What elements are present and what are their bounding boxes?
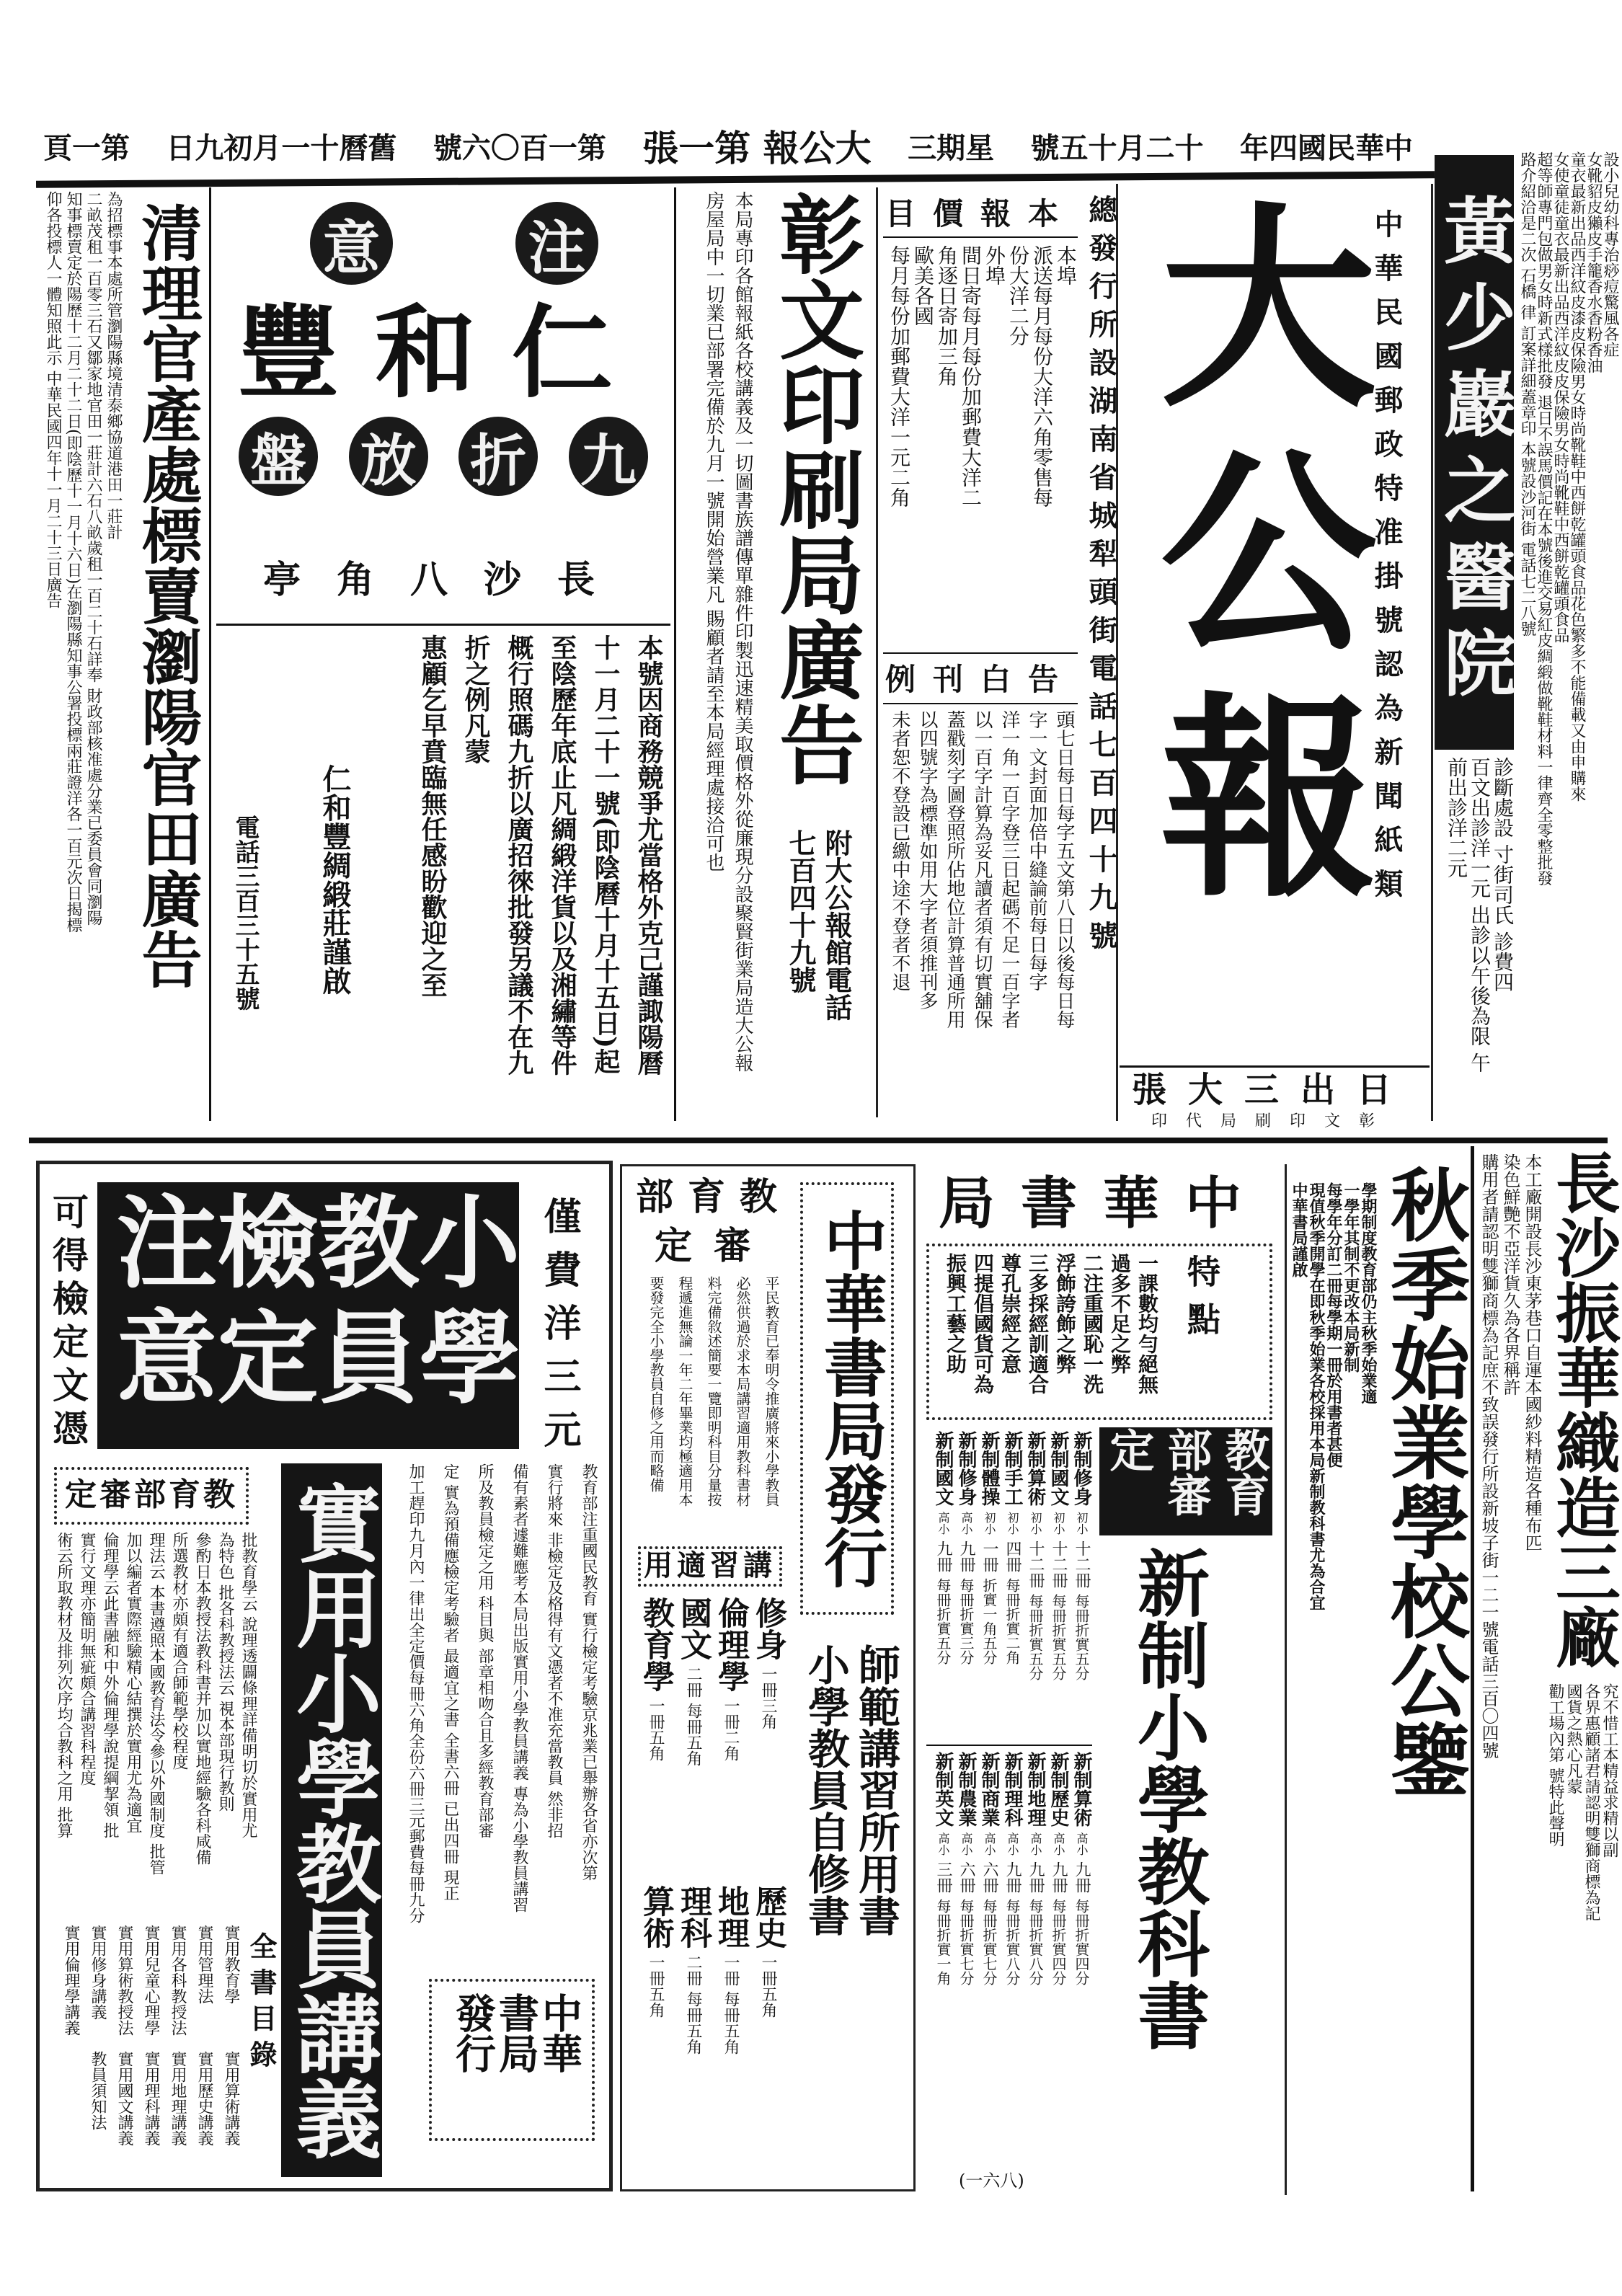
book-name: 新制商業 bbox=[978, 1752, 1000, 1827]
book-price: 每冊折實七分 bbox=[980, 1899, 998, 1985]
book-price: 每冊折實五分 bbox=[1073, 1594, 1090, 1680]
book-spec: 二冊 每冊五角 bbox=[684, 1666, 702, 1766]
text-column: 路介紹洽是二次 石橋 律 訂案詳細蓋章印 本號設沙河街 電話七二八號 bbox=[1518, 151, 1536, 637]
book-entry bbox=[1046, 1752, 1069, 2062]
text-column: 平民教育已奉明令推廣將來小學教員 bbox=[763, 1276, 780, 1507]
sale-char: 折 bbox=[458, 417, 538, 496]
text-column: 國貨之熱心凡蒙 bbox=[1564, 1683, 1582, 1794]
text-column: 料完備敘述簡要一覽即明科目分量按 bbox=[705, 1276, 722, 1507]
book-name: 新制國文 bbox=[1047, 1431, 1069, 1506]
weaving-text-lower bbox=[1546, 1683, 1618, 2181]
text-column: 一課數均勻絕無 bbox=[1135, 1253, 1159, 1394]
list-item: 實用兒童心理學 bbox=[142, 1925, 160, 2036]
book-entry bbox=[215, 2051, 241, 2177]
features-list bbox=[937, 1253, 1161, 1411]
book-name: 新制國文 bbox=[932, 1431, 954, 1506]
text-column: 每月每份加郵費大洋一元二角 bbox=[887, 245, 911, 507]
text-column: 本工廠開設長沙東茅巷口自運本國紗料精造各種布匹 bbox=[1522, 1153, 1542, 1551]
text-column: 頭七日每日每字五文第八日以後每日每 bbox=[1053, 710, 1075, 1029]
text-column: 中華 bbox=[536, 1993, 583, 2073]
book-entry bbox=[1069, 1752, 1092, 2062]
price-rule-2 bbox=[883, 652, 1078, 654]
text-column: 批教育學云 說理透闢條理詳備明切於實用尤 bbox=[239, 1532, 257, 1838]
text-column: 必然供過於求本局講習適用教科書材 bbox=[734, 1276, 751, 1507]
text-column: 四提倡國貨可為 bbox=[971, 1253, 995, 1394]
list-item: 實用歷史講義 bbox=[195, 2051, 213, 2146]
text-column: 份大洋二分 bbox=[1006, 245, 1030, 346]
text-column: 實行將來 非檢定及格得有文憑者不准充當教員 然非招 bbox=[545, 1463, 563, 1838]
text-column: 小學 bbox=[402, 1189, 520, 1420]
book-entry bbox=[711, 1885, 748, 2173]
text-column: 每學年分訂二冊每學期一冊於用書者甚便 bbox=[1324, 1182, 1343, 1468]
list-item: 實用國文講義 bbox=[115, 2051, 133, 2146]
sale-char: 盤 bbox=[239, 417, 318, 496]
book-entry bbox=[108, 1925, 135, 2051]
weekday: 星期三 bbox=[908, 130, 995, 165]
printer-credit: 彰文印刷局代印 bbox=[1151, 1112, 1393, 1130]
book-entry bbox=[161, 2051, 188, 2177]
list-item: 實用算術講義 bbox=[222, 2051, 240, 2146]
book-entry bbox=[977, 1431, 1000, 1734]
text-column: 百文出診洋一元 出診以午後為限 午 bbox=[1468, 757, 1492, 1073]
book-entry bbox=[188, 2051, 215, 2177]
text-column: 外埠 bbox=[983, 245, 1006, 285]
list-item: 實用倫理學講義 bbox=[62, 1925, 80, 2036]
book-entry bbox=[931, 1752, 954, 2062]
page-number: 第一頁 bbox=[43, 130, 130, 165]
text-column: 三多採經訓適合 bbox=[1026, 1253, 1050, 1394]
text-column: 女靴貂皮獺皮手籠香水香粉香油 bbox=[1585, 151, 1603, 373]
exam-headline bbox=[97, 1182, 519, 1449]
sale-char: 九 bbox=[569, 417, 648, 496]
exam-diploma: 可得檢定文憑 bbox=[47, 1193, 89, 1453]
book-level: 高小 bbox=[936, 1512, 950, 1535]
text-column: 一學年其制不更改本局新制 bbox=[1342, 1182, 1360, 1373]
text-column: 學期制度教育部仍主秋季始業適 bbox=[1359, 1182, 1378, 1404]
book-vols: 九冊 bbox=[1003, 1861, 1021, 1893]
book-name: 算術 bbox=[637, 1885, 674, 1949]
book-name: 新制英文 bbox=[932, 1752, 954, 1827]
book-entry bbox=[977, 1752, 1000, 2062]
lunar-date: 舊曆十一月初九日 bbox=[166, 130, 397, 165]
book-spec: 一冊五角 bbox=[647, 1954, 665, 2018]
book-entry bbox=[636, 1885, 673, 2173]
book-entry bbox=[81, 2051, 108, 2177]
book-name: 倫理學 bbox=[712, 1597, 749, 1692]
list-divider bbox=[926, 1745, 1092, 1746]
text-column: 知事標賣定於陽歷十二月二十二日(即陰歷十一月十六日)在瀏陽縣知事公署投標兩莊證洋各一百元次日揭標 bbox=[64, 191, 82, 934]
book-level: 高小 bbox=[1029, 1832, 1042, 1856]
text-column: 惠顧乞早賁臨無任感盼歡迎之至 bbox=[417, 634, 448, 998]
book-price: 每冊折實四分 bbox=[1073, 1899, 1090, 1985]
text-column: 字一文封面加倍中縫論前每日每字 bbox=[1026, 710, 1047, 991]
masthead-title: 大公報 bbox=[1124, 195, 1378, 930]
text-column: 購用者請認明雙獅商標為記庶不致誤發行所設新坡子街一二一號電話三百〇四號 bbox=[1479, 1153, 1499, 1759]
book-entry bbox=[188, 1925, 215, 2051]
zhangwen-body bbox=[692, 191, 757, 1121]
book-level: 高小 bbox=[1006, 1832, 1019, 1856]
book-name: 新制修身 bbox=[1071, 1431, 1092, 1506]
zhangwen-phone bbox=[782, 829, 854, 1117]
book-level: 高小 bbox=[936, 1832, 950, 1856]
book-price: 每冊折實五分 bbox=[1027, 1594, 1044, 1680]
text-column: 本局專印各館報紙各校講義及一切圖書族譜傳單雜件印製迅速精美取價格外從廉現分設聚賢街業局造大公報 bbox=[732, 191, 753, 1072]
registration-notice: 中華民國郵政特准掛號認為新聞紙類 bbox=[1370, 209, 1404, 913]
text-column: 折之例凡蒙 bbox=[461, 634, 491, 764]
text-column: 超等師專門包做男女時新式樣批發 退日不誤馬價記在本號後進交易紅皮綢緞做靴鞋材料一律齊全零整批發 bbox=[1535, 151, 1553, 886]
book-entry bbox=[81, 1925, 108, 2051]
book-vols: 十二冊 bbox=[1027, 1541, 1045, 1588]
text-column: 角逐日寄加三角 bbox=[935, 245, 959, 386]
book-name: 教育學 bbox=[637, 1597, 674, 1692]
list-item: 實用地理講義 bbox=[169, 2051, 187, 2146]
exam-reviews bbox=[50, 1532, 260, 1914]
book-entry bbox=[1000, 1752, 1023, 2062]
text-column: 十一月二十一號(即陰曆十月十五日)起 bbox=[590, 634, 621, 1075]
zhonghua-book-title: 新制小學教科書 bbox=[1125, 1546, 1210, 2051]
normal-books bbox=[634, 1597, 786, 2173]
book-name: 新制理科 bbox=[1001, 1752, 1023, 1827]
book-name: 新制算術 bbox=[1024, 1431, 1046, 1506]
renhefeng-rule bbox=[216, 624, 670, 626]
text-column: 至陰歷年底止凡綢緞洋貨以及湘繡等件 bbox=[547, 634, 577, 1076]
book-entry bbox=[108, 2051, 135, 2177]
exam-publisher-box bbox=[429, 1979, 595, 2141]
book-name: 歷史 bbox=[750, 1885, 786, 1949]
masthead-divider bbox=[1120, 1065, 1430, 1068]
list-item: 實用理科講義 bbox=[142, 2051, 160, 2146]
book-spec: 一冊 每冊五角 bbox=[722, 1954, 740, 2055]
book-name: 新制體操 bbox=[978, 1431, 1000, 1506]
text-column: 本號因商務競爭尤當格外克己謹諏陽曆 bbox=[634, 634, 664, 1076]
book-level: 高小 bbox=[1075, 1832, 1089, 1856]
text-column: 洋一角一百字登三日起碼不足一百字者 bbox=[998, 710, 1020, 1029]
notice-char: 意 bbox=[310, 202, 393, 285]
renhefeng-body bbox=[404, 634, 670, 1117]
price-columns bbox=[883, 245, 1078, 634]
book-vols: 九冊 bbox=[957, 1541, 975, 1572]
text-column: 為特色 批各科教授法云 視本部現行教則 bbox=[216, 1532, 234, 1812]
text-column: 各界惠顧諸君請認明雙獅商標為記 bbox=[1582, 1683, 1600, 1921]
text-column: 所及教員檢定之用 科目與 部章相吻合且多經教育部審 bbox=[476, 1463, 494, 1838]
book-entry bbox=[636, 1597, 673, 1885]
text-column: 童衣最新出品西洋紋皮漆皮保險男女時尚靴鞋中西餅乾罐頭食品花色繁多不能備載又由申購來 bbox=[1568, 151, 1586, 802]
book-level: 初小 bbox=[983, 1512, 996, 1535]
normal-approved bbox=[634, 1175, 793, 1220]
book-vols: 十二冊 bbox=[1073, 1541, 1091, 1588]
textbook-list-2 bbox=[926, 1752, 1092, 2062]
book-entry bbox=[748, 1885, 786, 2173]
text-column: 中華書局謹啟 bbox=[1290, 1182, 1308, 1277]
head-office-address: 總發行所設湖南省城犁頭街電話七百四十九號 bbox=[1084, 195, 1118, 959]
col-divider-1 bbox=[674, 187, 676, 1121]
text-column: 備有素者遽難應考本局出版實用小學教員講義 專為小學教員講習 bbox=[510, 1463, 528, 1912]
book-entry bbox=[954, 1752, 977, 2062]
text-column: 教員 bbox=[301, 1189, 420, 1420]
book-level: 初小 bbox=[1029, 1512, 1042, 1535]
book-price: 每冊折實八分 bbox=[1003, 1899, 1021, 1985]
renhefeng-signature: 仁和豐綢緞莊謹啟 bbox=[318, 764, 352, 995]
ad-rates-title: 告白刊例 bbox=[885, 662, 1076, 697]
text-column: 二畝茂租一百零三石又鄒家地官田一莊計六石八畝歲租一百二十石詳奉 財政部核准處分業已委員會同瀏陽 bbox=[84, 191, 102, 926]
text-column: 程遞進無論一年二年畢業均極適用本 bbox=[676, 1276, 693, 1507]
book-vols: 三冊 bbox=[934, 1861, 952, 1893]
text-column: 附大公報館電話 bbox=[820, 829, 853, 1021]
book-level: 高小 bbox=[960, 1832, 973, 1856]
weaving-text bbox=[1478, 1153, 1543, 2184]
notice-char: 注 bbox=[515, 202, 598, 285]
book-entry bbox=[55, 1925, 81, 2051]
sheet-label: 大公報 第一張 bbox=[642, 127, 872, 169]
book-level: 初小 bbox=[1052, 1512, 1065, 1535]
text-column: 加工趕印九月內一律出全定價每冊六角全份六冊三元郵費每冊九分 bbox=[407, 1463, 425, 1923]
official-body bbox=[40, 191, 123, 1121]
book-entry bbox=[1023, 1431, 1046, 1734]
book-name: 修身 bbox=[750, 1597, 786, 1660]
renhefeng-sale bbox=[223, 417, 663, 496]
book-entry bbox=[1023, 1752, 1046, 2062]
text-column: 究不惜工本精益求精以副 bbox=[1600, 1683, 1618, 1858]
normal-uses bbox=[800, 1644, 901, 2076]
text-column: 概行照碼九折以廣招徠批發另議不在九 bbox=[504, 634, 534, 1076]
book-entry bbox=[673, 1885, 711, 2173]
text-column: 勸工場內第 號特此聲明 bbox=[1546, 1683, 1564, 1847]
book-price: 每冊折實八分 bbox=[1027, 1899, 1044, 1985]
book-spec: 一冊五角 bbox=[759, 1954, 777, 2018]
doctor-banner: 黃少巖之醫院 bbox=[1435, 155, 1514, 750]
book-level: 初小 bbox=[1075, 1512, 1089, 1535]
book-name: 新制地理 bbox=[1024, 1752, 1046, 1827]
text-column: 本埠 bbox=[1054, 245, 1078, 285]
book-entry bbox=[1069, 1431, 1092, 1734]
exam-approved-box: 教育部審定 bbox=[54, 1467, 249, 1525]
text-column: 所選教材亦頗有適合師範學校程度 bbox=[170, 1532, 188, 1770]
text-column: 女使童徒童衣最新出品西洋紋皮皮保險男女時尚靴鞋中西餅乾罐頭食品 bbox=[1551, 151, 1569, 643]
text-column: 倫理學云此書融和中外倫理學說提綱挈領 批 bbox=[101, 1532, 119, 1838]
zhangwen-title: 彰文印刷局廣告 bbox=[765, 191, 865, 786]
text-column: 教育部注重國民教育 實行檢定考驗京兆業已舉辦各省亦次第 bbox=[580, 1463, 598, 1881]
book-level: 高小 bbox=[983, 1832, 996, 1856]
book-price: 每冊折實七分 bbox=[957, 1899, 975, 1985]
approved-line: 教育 bbox=[688, 1175, 792, 1219]
book-name: 地理 bbox=[712, 1885, 749, 1949]
weaving-title: 長沙振華織造三廠 bbox=[1544, 1150, 1621, 1669]
text-column: 派送每月每份大洋六角零售每 bbox=[1030, 245, 1054, 507]
republic-year: 中華民國四年 bbox=[1239, 130, 1413, 165]
text-column: 振興工藝之助 bbox=[944, 1253, 967, 1374]
list-item: 實用算術教授法 bbox=[115, 1925, 133, 2036]
book-entry bbox=[748, 1597, 786, 1885]
text-column: 歐美各國 bbox=[911, 245, 935, 326]
list-item: 實用修身講義 bbox=[89, 1925, 107, 2020]
book-name: 新制算術 bbox=[1071, 1752, 1092, 1827]
book-name: 新制修身 bbox=[955, 1431, 977, 1506]
book-entry bbox=[711, 1597, 748, 1885]
book-entry bbox=[673, 1597, 711, 1885]
book-entry bbox=[135, 1925, 161, 2051]
text-column: 加以編者實際經驗精心結撰於實用尤為適宜 bbox=[124, 1532, 142, 1833]
exam-description bbox=[393, 1463, 606, 1968]
text-column: 實行文理亦簡明無疵頗合講習科程度 bbox=[78, 1532, 96, 1786]
contents-title: 全書目錄 bbox=[245, 1932, 278, 2076]
renhefeng-phone: 電話三百三十五號 bbox=[231, 815, 260, 1011]
normal-approved-2: 審定 bbox=[654, 1224, 773, 1268]
book-price: 每冊折實四分 bbox=[1050, 1899, 1067, 1985]
book-vols: 十二冊 bbox=[1050, 1541, 1068, 1588]
book-entry bbox=[1046, 1431, 1069, 1734]
book-price: 折實一角五分 bbox=[980, 1578, 998, 1665]
doctor-ad-fees bbox=[1438, 757, 1514, 1117]
zhonghua-approved: 教育部審定 bbox=[1099, 1427, 1272, 1535]
normal-body bbox=[634, 1276, 786, 1535]
book-price: 每冊折實二角 bbox=[1003, 1578, 1021, 1665]
exam-price: 僅費洋三元 bbox=[537, 1197, 581, 1463]
text-column: 為招標事本處所管瀏陽縣境清泰鄉協道港田一莊計 bbox=[105, 191, 123, 540]
contents-list bbox=[50, 1925, 241, 2177]
book-price: 每冊折實五分 bbox=[1050, 1594, 1067, 1680]
text-column: 檢定 bbox=[200, 1189, 319, 1420]
footer-mark: (一六八) bbox=[959, 2171, 1024, 2191]
list-item: 實用教育學 bbox=[222, 1925, 240, 2004]
text-column: 師範講習所用書 bbox=[851, 1644, 900, 1936]
text-column: 診斷處設 寸街司氏 診費四 bbox=[1491, 757, 1515, 992]
book-entry bbox=[161, 1925, 188, 2051]
book-vols: 九冊 bbox=[1050, 1861, 1068, 1893]
text-column: 前出診洋二元 bbox=[1445, 757, 1468, 878]
list-item: 教員須知法 bbox=[89, 2051, 107, 2130]
text-column: 未者恕不登設已繳中途不登者不退 bbox=[889, 710, 910, 991]
text-column: 注意 bbox=[99, 1189, 218, 1420]
book-spec: 一冊五角 bbox=[647, 1698, 665, 1761]
book-vols: 九冊 bbox=[934, 1541, 952, 1572]
text-column: 二注重國恥一洗 bbox=[1081, 1253, 1104, 1394]
text-column: 理法云 本書遵照本國教育法令參以外國制度 批管 bbox=[147, 1532, 165, 1875]
textbook-list-1 bbox=[926, 1431, 1092, 1734]
col-divider-3 bbox=[1471, 1146, 1474, 2191]
book-spec: 一冊二角 bbox=[722, 1698, 740, 1761]
book-name: 國文 bbox=[675, 1597, 712, 1660]
book-entry bbox=[215, 1925, 241, 2051]
text-column: 現值秋季開學在即秋季始業各校採用本局新制教科書尤為合宜 bbox=[1307, 1182, 1326, 1610]
book-vols: 六冊 bbox=[957, 1861, 975, 1893]
book-price: 每冊折實一角 bbox=[934, 1899, 952, 1985]
approved-dept: 部 bbox=[635, 1175, 688, 1219]
text-column: 小學教員自修書 bbox=[801, 1644, 850, 1936]
renhefeng-location: 長沙八角亭 bbox=[262, 558, 631, 602]
book-spec: 一冊三角 bbox=[759, 1666, 777, 1729]
exam-book-title: 實用小學教員講義 bbox=[281, 1463, 382, 2177]
text-column: 間日寄每月每份加郵費大洋二 bbox=[959, 245, 983, 507]
book-name: 理科 bbox=[675, 1885, 712, 1949]
price-rule bbox=[883, 236, 1078, 238]
text-column: 染色鮮艷不亞洋貨久為各界稱許 bbox=[1500, 1153, 1520, 1396]
text-column: 尊孔崇經之意 bbox=[998, 1253, 1022, 1374]
daily-sheets: 日出三大張 bbox=[1131, 1070, 1413, 1110]
autumn-title: 秋季始業學校公鑒 bbox=[1378, 1164, 1471, 1799]
gregorian-date: 十二月十五號 bbox=[1030, 130, 1204, 165]
text-column: 以四號字為標準如用大字者須推刊多 bbox=[916, 710, 938, 1010]
book-price: 每冊折實五分 bbox=[934, 1578, 952, 1665]
ad-rates-rule bbox=[883, 703, 1078, 704]
book-vols: 一冊 bbox=[980, 1541, 998, 1572]
book-level: 初小 bbox=[1006, 1512, 1019, 1535]
text-column: 蓋戳刻字圖登照所佔地位計算普通所用 bbox=[944, 710, 965, 1029]
book-vols: 四冊 bbox=[1003, 1541, 1021, 1572]
text-column: 要發完全小學教員自修之用而略備 bbox=[647, 1276, 665, 1492]
normal-publisher: 中華書局發行 bbox=[800, 1182, 894, 1615]
book-name: 新制手工 bbox=[1001, 1431, 1023, 1506]
section-rule bbox=[29, 1138, 1608, 1143]
text-column: 房屋局中一切業已部署完備於九月一號開始營業凡 賜顧者請至本局經理處接洽可也 bbox=[703, 191, 724, 872]
text-column: 仰各投標人一體知照此示 中華民國四年十一月二十三日廣告 bbox=[44, 191, 62, 608]
book-entry bbox=[931, 1431, 954, 1734]
col-divider-2 bbox=[209, 187, 211, 1121]
book-name: 新制歷史 bbox=[1047, 1752, 1069, 1827]
official-title: 清理官產處標賣瀏陽官田廣告 bbox=[132, 202, 203, 989]
issue-number: 第一百〇六號 bbox=[433, 130, 606, 165]
book-vols: 九冊 bbox=[1073, 1861, 1091, 1893]
list-item: 實用管理法 bbox=[195, 1925, 213, 2004]
autumn-text bbox=[1290, 1182, 1377, 2119]
renhefeng-name: 仁和豐 bbox=[237, 294, 649, 412]
text-column: 浮飾誇飾之弊 bbox=[1053, 1253, 1077, 1374]
book-vols: 六冊 bbox=[980, 1861, 998, 1893]
renhefeng-notice bbox=[310, 202, 598, 285]
ad-rates-columns bbox=[883, 710, 1078, 1114]
book-vols: 九冊 bbox=[1027, 1861, 1045, 1893]
book-entry bbox=[1000, 1431, 1023, 1734]
book-level: 高小 bbox=[1052, 1832, 1065, 1856]
book-spec: 二冊 每冊五角 bbox=[684, 1954, 702, 2055]
book-price: 每冊折實三分 bbox=[957, 1578, 975, 1665]
zhonghua-title: 中華書局 bbox=[938, 1171, 1267, 1236]
features-title: 特點 bbox=[1182, 1254, 1221, 1349]
book-name: 新制農業 bbox=[955, 1752, 977, 1827]
text-column: 定 實為預備應檢定考驗者 最適宜之書 全書六冊 已出四冊 現正 bbox=[441, 1463, 459, 1901]
book-entry bbox=[954, 1431, 977, 1734]
text-column: 書局 bbox=[492, 1993, 540, 2073]
doctor-ad-text bbox=[1517, 151, 1618, 1117]
text-column: 以一百字計算為妥凡讀者須有切實舖保 bbox=[971, 710, 993, 1029]
text-column: 設小兒幼科專治痧痘驚風各症 bbox=[1601, 151, 1619, 358]
page-header bbox=[43, 123, 1413, 169]
text-column: 發行 bbox=[449, 1993, 497, 2073]
book-level: 高小 bbox=[960, 1512, 973, 1535]
book-entry bbox=[135, 2051, 161, 2177]
sale-char: 放 bbox=[349, 417, 428, 496]
text-column: 過多不足之弊 bbox=[1108, 1253, 1132, 1374]
normal-label: 講習適用 bbox=[638, 1546, 782, 1587]
text-column: 術云所取教材及排列次序均合教科之用 批算 bbox=[55, 1532, 73, 1838]
text-column: 參酌日本教授法教科書并加以實地經驗各科咸備 bbox=[193, 1532, 211, 1865]
list-item: 實用各科教授法 bbox=[169, 1925, 187, 2036]
price-title: 本報價目 bbox=[885, 196, 1076, 231]
text-column: 七百四十九號 bbox=[784, 829, 817, 993]
